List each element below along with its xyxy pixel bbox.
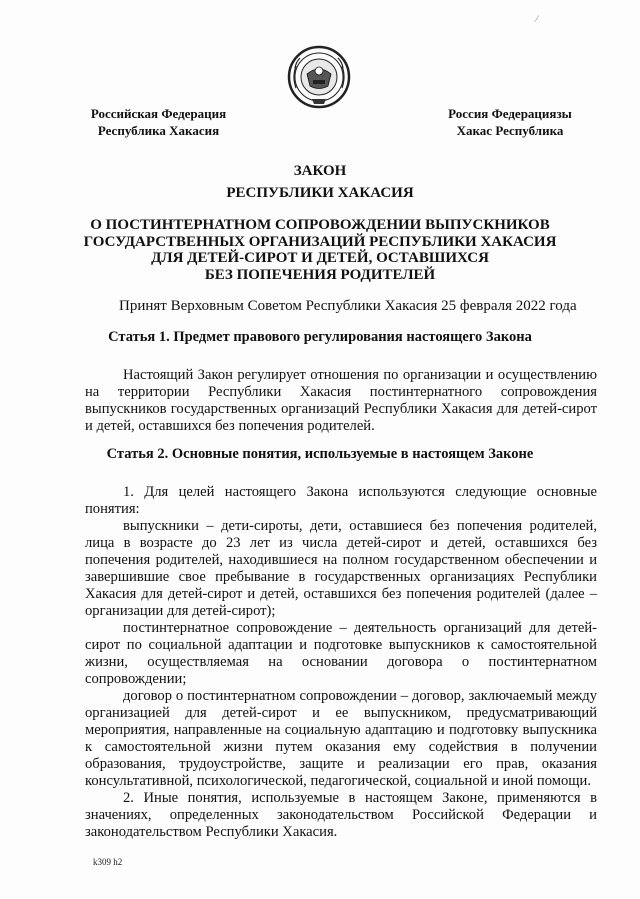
article-2-body bbox=[85, 484, 597, 841]
paragraph: договор о постинтернатном сопровождении – договор, заключаемый между организацией для детей-сирот и ее выпускником, предусматривающий мероприятия, направленные на социальную адаптацию и подготовку выпускника к самостоятельной жизни путем оказания ему содействия в получении образования, трудоустройстве, защите и реализации его прав, оказания консультативной, психологической, педагогической, социальной и иной помощи. bbox=[85, 688, 597, 789]
corner-mark: ⁄ bbox=[536, 14, 538, 24]
paragraph: постинтернатное сопровождение – деятельность организаций для детей-сирот по социальной адаптации и подготовке выпускников к самостоятельной жизни, осуществляемая на основании договора о постинтернатном сопровождении; bbox=[85, 620, 597, 687]
header-left-block bbox=[86, 105, 231, 139]
header-right-line1: Россия Федерациязы bbox=[448, 106, 572, 121]
law-title-line2: РЕСПУБЛИКИ ХАКАСИЯ bbox=[226, 185, 414, 201]
header-left-line1: Российская Федерация bbox=[90, 106, 227, 121]
header-right-line2: Хакас Республика bbox=[456, 123, 564, 138]
footer-code: k309 h2 bbox=[93, 857, 123, 867]
paragraph: 2. Иные понятия, используемые в настоящем Законе, применяются в значениях, определенных законодательством Российской Федерации и законодательством Республики Хакасия. bbox=[85, 790, 597, 840]
law-name-line: ДЛЯ ДЕТЕЙ-СИРОТ И ДЕТЕЙ, ОСТАВШИХСЯ bbox=[151, 250, 489, 266]
law-name-line: БЕЗ ПОПЕЧЕНИЯ РОДИТЕЛЕЙ bbox=[204, 266, 436, 283]
coat-of-arms-icon bbox=[286, 44, 352, 110]
law-title-line1: ЗАКОН bbox=[293, 163, 347, 179]
header-left-line2: Республика Хакасия bbox=[97, 123, 220, 138]
adoption-note: Принят Верховным Советом Республики Хакасия 25 февраля 2022 года bbox=[119, 298, 577, 314]
paragraph: Настоящий Закон регулирует отношения по организации и осуществлению на территории Республики Хакасия постинтернатного сопровождения выпускников государственных организаций Республики Хакасия для детей-сирот и детей, оставшихся без попечения родителей. bbox=[85, 367, 597, 434]
law-name bbox=[0, 217, 640, 283]
paragraph: выпускники – дети-сироты, дети, оставшиеся без попечения родителей, лица в возрасте до 23 лет из числа детей-сирот и детей, оставшихся без попечения родителей, находившиеся на полном государственном обеспечении и завершившие свое пребывание в государственных организациях Республики Хакасия для детей-сирот и детей, оставшихся без попечения родителей (далее – организации для детей-сирот); bbox=[85, 518, 597, 619]
law-name-line: О ПОСТИНТЕРНАТНОМ СОПРОВОЖДЕНИИ ВЫПУСКНИКОВ bbox=[90, 217, 550, 233]
law-title bbox=[0, 160, 640, 204]
law-name-line: ГОСУДАРСТВЕННЫХ ОРГАНИЗАЦИЙ РЕСПУБЛИКИ ХАКАСИЯ bbox=[83, 233, 557, 250]
article-1-body bbox=[85, 367, 597, 435]
article-2-heading: Статья 2. Основные понятия, используемые в настоящем Законе bbox=[106, 446, 534, 462]
article-1-heading: Статья 1. Предмет правового регулирования настоящего Закона bbox=[108, 329, 532, 345]
paragraph: 1. Для целей настоящего Закона используются следующие основные понятия: bbox=[85, 484, 597, 517]
header-right-block bbox=[440, 105, 580, 139]
